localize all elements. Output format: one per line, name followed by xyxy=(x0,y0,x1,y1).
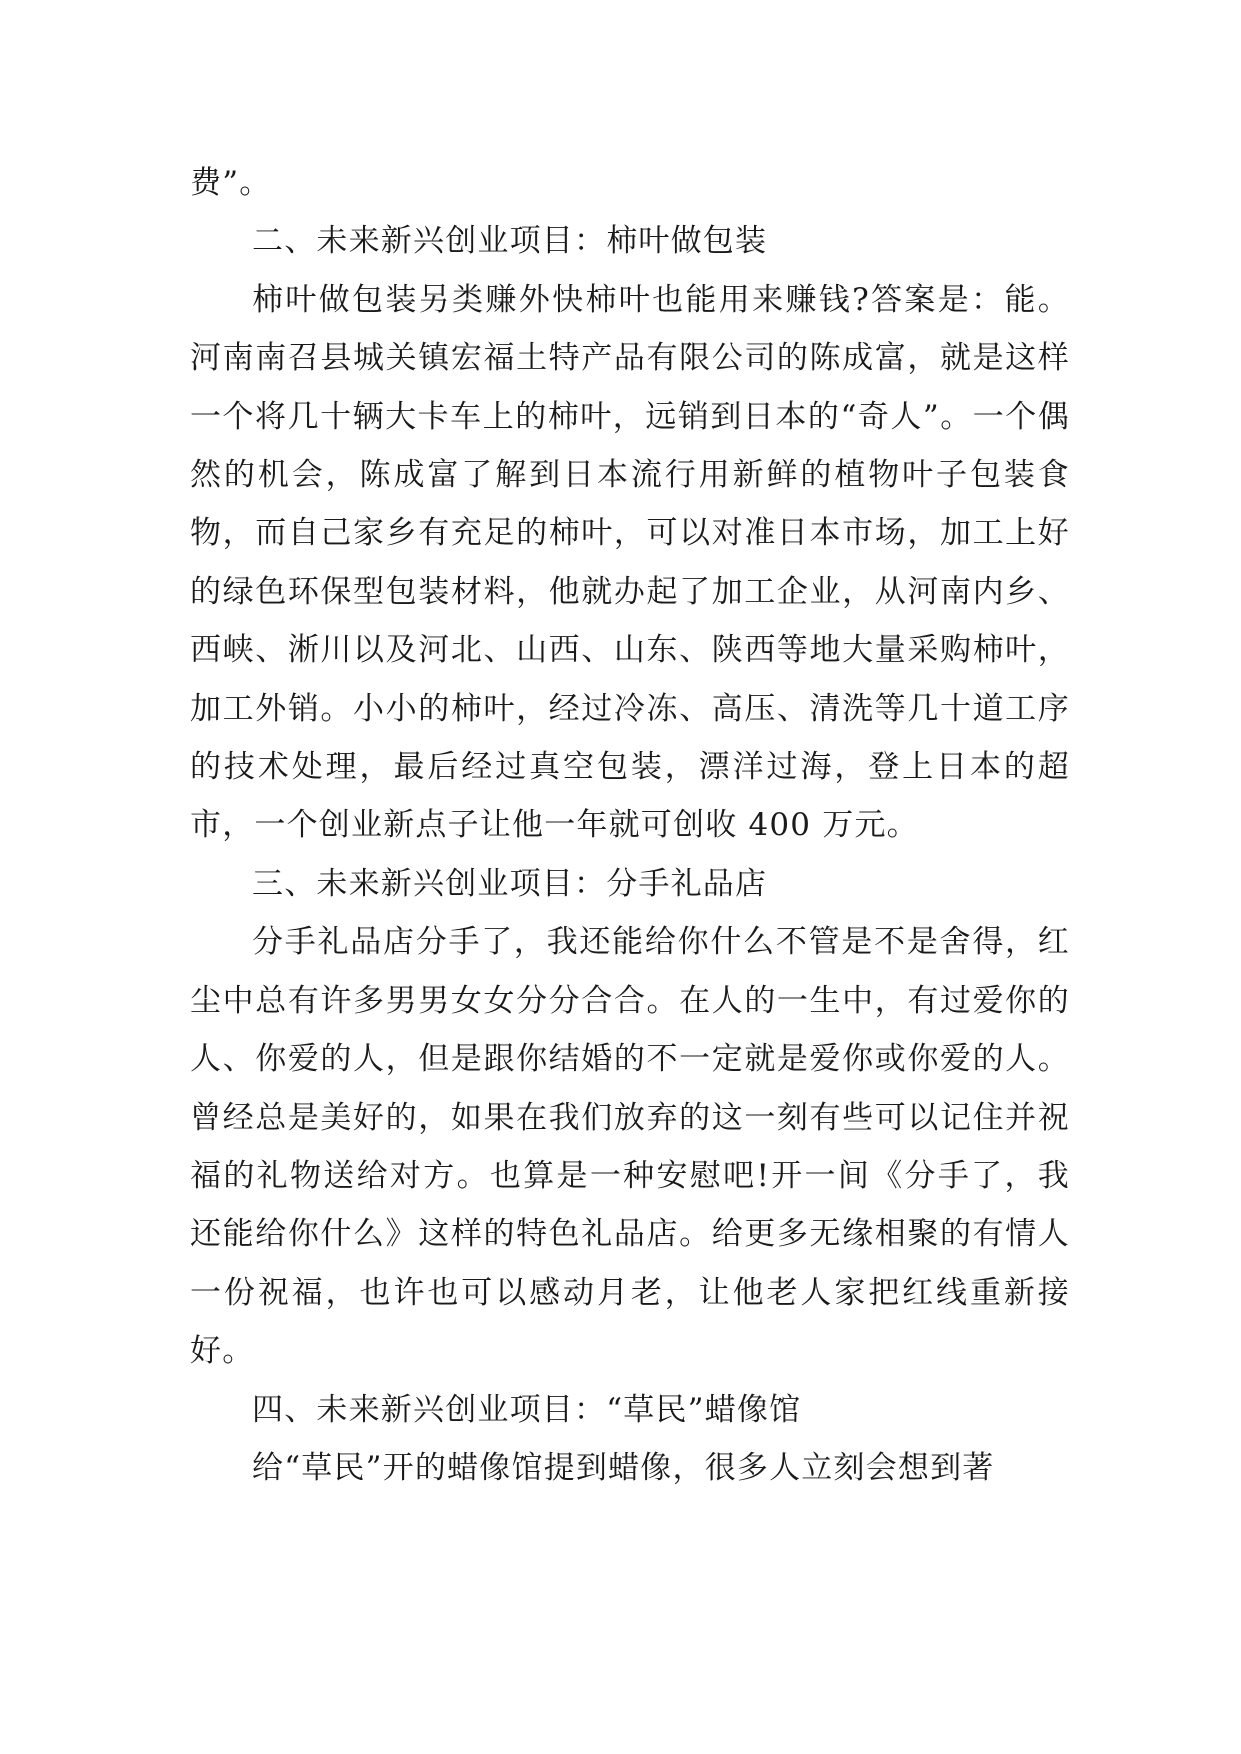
section-heading-3: 三、未来新兴创业项目：分手礼品店 xyxy=(252,865,768,902)
document-body xyxy=(190,154,1070,1497)
section-heading-2: 二、未来新兴创业项目：柿叶做包装 xyxy=(252,223,768,260)
paragraph-continuation: 费”。 xyxy=(190,165,272,201)
paragraph-breakup-gift-shop: 分手礼品店分手了，我还能给你什么不管是不是舍得，红尘中总有许多男男女女分分合合。在人的一生中，有过爱你的人、你爱的人，但是跟你结婚的不一定就是爱你或你爱的人。曾经总是美好的，如果在我们放弃的这一刻有些可以记住并祝福的礼物送给对方。也算是一种安慰吧!开一间《分手了，我还能给你什么》这样的特色礼品店。给更多无缘相聚的有情人一份祝福，也许也可以感动月老，让他老人家把红线重新接好。 xyxy=(190,924,1070,1370)
paragraph-persimmon-leaf: 柿叶做包装另类赚外快柿叶也能用来赚钱?答案是：能。河南南召县城关镇宏福土特产品有限公司的陈成富，就是这样一个将几十辆大卡车上的柿叶，远销到日本的“奇人”。一个偶然的机会，陈成富了解到日本流行用新鲜的植物叶子包装食物，而自己家乡有充足的柿叶，可以对准日本市场，加工上好的绿色环保型包装材料，他就办起了加工企业，从河南内乡、西峡、淅川以及河北、山西、山东、陕西等地大量采购柿叶，加工外销。小小的柿叶，经过冷冻、高压、清洗等几十道工序的技术处理，最后经过真空包装，漂洋过海，登上日本的超市，一个创业新点子让他一年就可创收 400 万元。 xyxy=(190,281,1070,844)
section-heading-4: 四、未来新兴创业项目：“草民”蜡像馆 xyxy=(252,1391,802,1428)
paragraph-wax-museum: 给“草民”开的蜡像馆提到蜡像，很多人立刻会想到著 xyxy=(252,1449,995,1486)
